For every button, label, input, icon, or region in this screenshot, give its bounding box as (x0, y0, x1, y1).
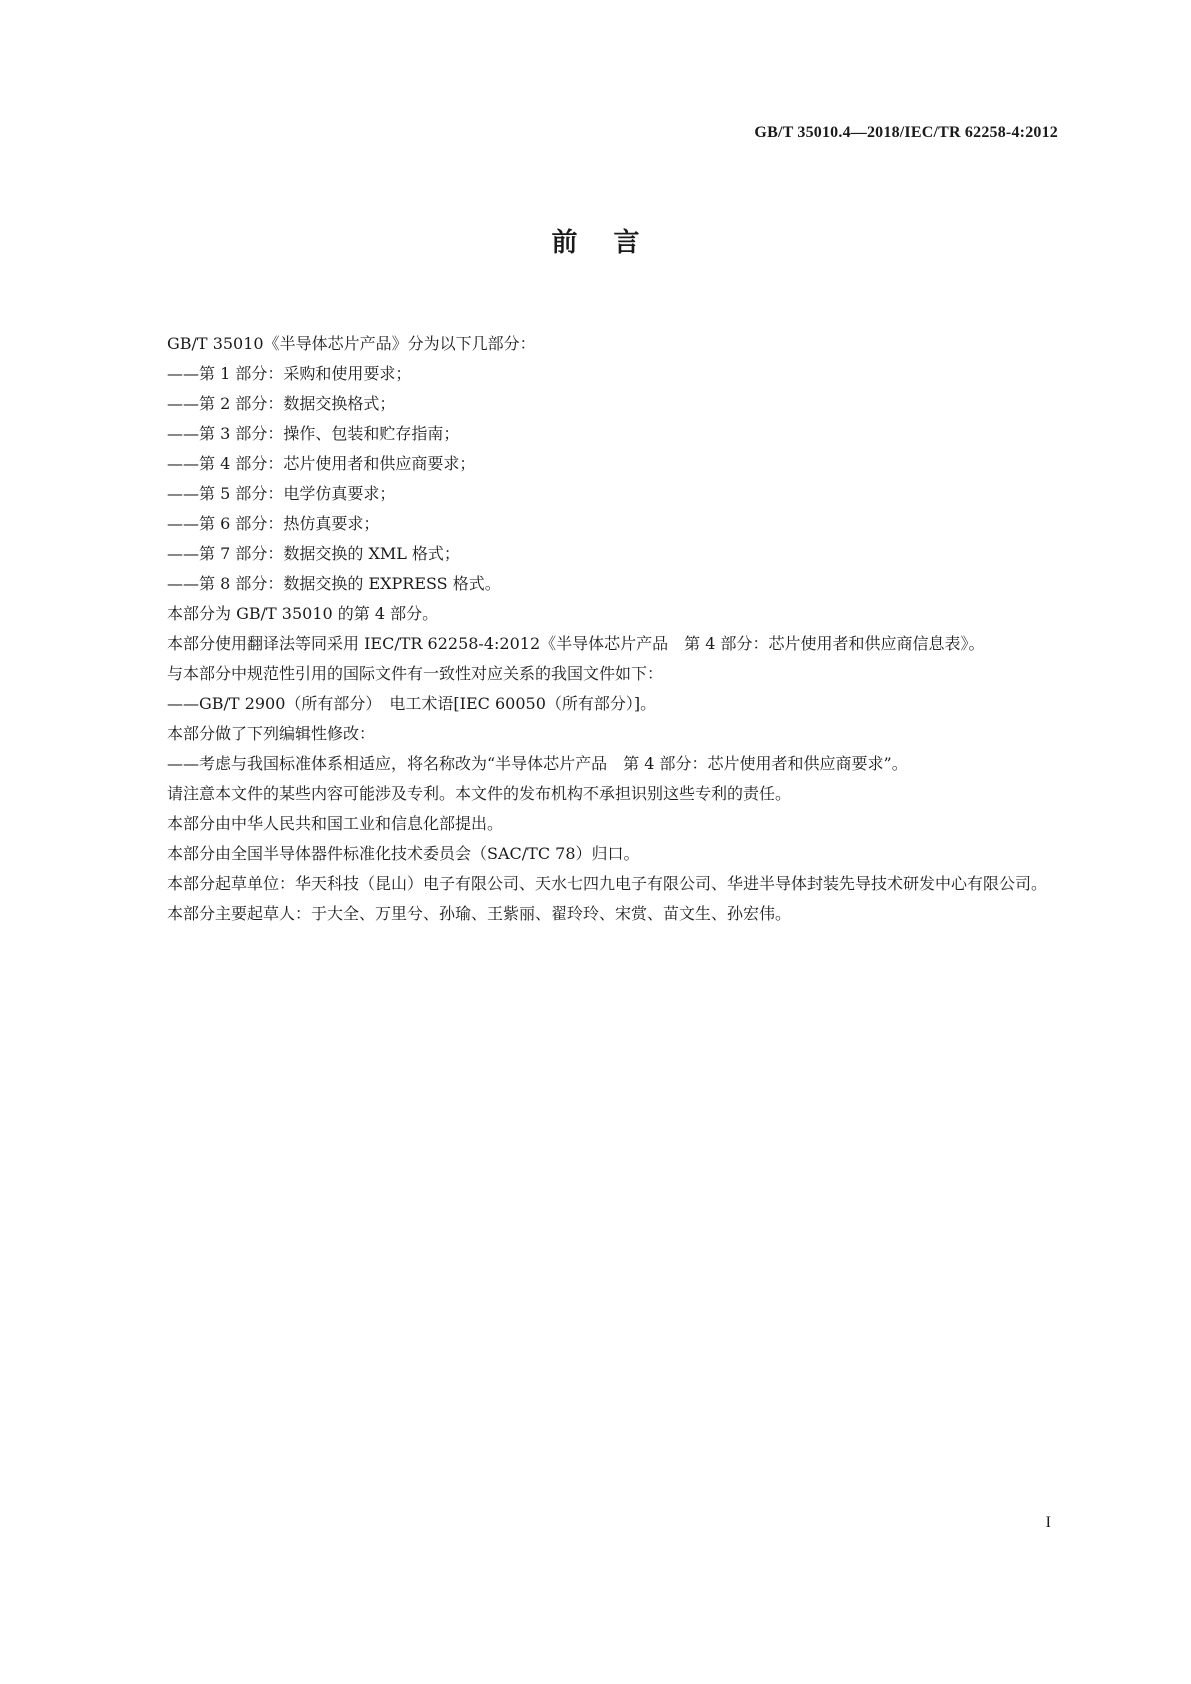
list-item-part-7: ——第 7 部分：数据交换的 XML 格式； (167, 544, 460, 563)
paragraph-parts-intro: GB/T 35010《半导体芯片产品》分为以下几部分： (167, 334, 536, 353)
foreword-body (135, 329, 1056, 929)
paragraph-translation-method: 本部分使用翻译法等同采用 IEC/TR 62258-4:2012《半导体芯片产品 第 4 部分：芯片使用者和供应商信息表》。 (167, 634, 985, 653)
list-item-part-5: ——第 5 部分：电学仿真要求； (167, 484, 396, 503)
paragraph-drafting-organizations: 本部分起草单位：华天科技（昆山）电子有限公司、天水七四九电子有限公司、华进半导体封装先导技术研发中心有限公司。 (167, 874, 1048, 893)
list-item-part-6: ——第 6 部分：热仿真要求； (167, 514, 380, 533)
list-item-gbt-2900: ——GB/T 2900（所有部分） 电工术语[IEC 60050（所有部分）]。 (167, 694, 657, 713)
list-item-part-4: ——第 4 部分：芯片使用者和供应商要求； (167, 454, 476, 473)
standard-number-header: GB/T 35010.4—2018/IEC/TR 62258-4:2012 (754, 124, 1058, 141)
paragraph-under-jurisdiction: 本部分由全国半导体器件标准化技术委员会（SAC/TC 78）归口。 (167, 844, 640, 863)
paragraph-this-part: 本部分为 GB/T 35010 的第 4 部分。 (167, 604, 439, 623)
paragraph-patent-notice: 请注意本文件的某些内容可能涉及专利。本文件的发布机构不承担识别这些专利的责任。 (167, 784, 792, 803)
list-item-part-2: ——第 2 部分：数据交换格式； (167, 394, 396, 413)
page-number: I (1045, 1514, 1051, 1531)
list-item-part-1: ——第 1 部分：采购和使用要求； (167, 364, 412, 383)
paragraph-correspondence-intro: 与本部分中规范性引用的国际文件有一致性对应关系的我国文件如下： (167, 664, 664, 683)
list-item-part-8: ——第 8 部分：数据交换的 EXPRESS 格式。 (167, 574, 501, 593)
list-item-name-change: ——考虑与我国标准体系相适应，将名称改为“半导体芯片产品 第 4 部分：芯片使用者和供应商要求”。 (167, 754, 908, 773)
paragraph-drafters: 本部分主要起草人：于大全、万里兮、孙瑜、王紫丽、翟玲玲、宋赏、苗文生、孙宏伟。 (167, 904, 792, 923)
paragraph-proposed-by: 本部分由中华人民共和国工业和信息化部提出。 (167, 814, 504, 833)
page-title: 前言 (551, 228, 676, 258)
list-item-part-3: ——第 3 部分：操作、包装和贮存指南； (167, 424, 460, 443)
paragraph-editorial-changes: 本部分做了下列编辑性修改： (167, 724, 376, 743)
